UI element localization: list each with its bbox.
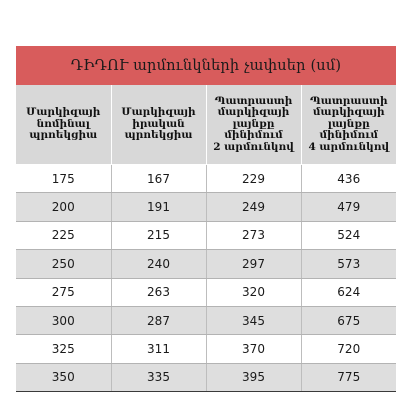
cell-min-width-4-arms: 524 bbox=[301, 221, 396, 249]
cell-min-width-2-arms: 273 bbox=[206, 221, 301, 249]
cell-min-width-2-arms: 249 bbox=[206, 193, 301, 221]
cell-real-projection: 240 bbox=[111, 250, 206, 278]
cell-min-width-2-arms: 395 bbox=[206, 363, 301, 391]
cell-min-width-2-arms: 370 bbox=[206, 335, 301, 363]
cell-nominal-projection: 350 bbox=[16, 363, 111, 391]
cell-real-projection: 287 bbox=[111, 306, 206, 334]
cell-nominal-projection: 325 bbox=[16, 335, 111, 363]
cell-min-width-4-arms: 775 bbox=[301, 363, 396, 391]
cell-min-width-4-arms: 675 bbox=[301, 306, 396, 334]
size-table bbox=[16, 85, 396, 392]
cell-nominal-projection: 225 bbox=[16, 221, 111, 249]
header-nominal-projection: Մարկիզայի նոմինալ պրոեկցիա bbox=[16, 85, 111, 165]
table-row bbox=[16, 165, 396, 193]
cell-min-width-2-arms: 297 bbox=[206, 250, 301, 278]
cell-real-projection: 263 bbox=[111, 278, 206, 306]
cell-min-width-4-arms: 624 bbox=[301, 278, 396, 306]
cell-nominal-projection: 300 bbox=[16, 306, 111, 334]
cell-nominal-projection: 275 bbox=[16, 278, 111, 306]
header-real-projection: Մարկիզայի իրական պրոեկցիա bbox=[111, 85, 206, 165]
table-title: ԴԻԴՈՒ արմունկների չափսեր (սմ) bbox=[16, 46, 396, 85]
cell-min-width-2-arms: 345 bbox=[206, 306, 301, 334]
cell-min-width-4-arms: 720 bbox=[301, 335, 396, 363]
cell-real-projection: 167 bbox=[111, 165, 206, 193]
table-row bbox=[16, 335, 396, 363]
table-row bbox=[16, 363, 396, 391]
cell-real-projection: 311 bbox=[111, 335, 206, 363]
cell-nominal-projection: 250 bbox=[16, 250, 111, 278]
header-min-width-2-arms: Պատրաստի մարկիզայի լայնքը մինիմում 2 արմունկով bbox=[206, 85, 301, 165]
cell-min-width-2-arms: 229 bbox=[206, 165, 301, 193]
size-table-container bbox=[16, 46, 396, 392]
cell-real-projection: 335 bbox=[111, 363, 206, 391]
table-row bbox=[16, 221, 396, 249]
cell-min-width-4-arms: 573 bbox=[301, 250, 396, 278]
table-row bbox=[16, 278, 396, 306]
cell-min-width-4-arms: 436 bbox=[301, 165, 396, 193]
table-row bbox=[16, 306, 396, 334]
cell-min-width-4-arms: 479 bbox=[301, 193, 396, 221]
table-row bbox=[16, 250, 396, 278]
cell-real-projection: 191 bbox=[111, 193, 206, 221]
cell-real-projection: 215 bbox=[111, 221, 206, 249]
cell-min-width-2-arms: 320 bbox=[206, 278, 301, 306]
cell-nominal-projection: 175 bbox=[16, 165, 111, 193]
cell-nominal-projection: 200 bbox=[16, 193, 111, 221]
header-row bbox=[16, 85, 396, 165]
header-min-width-4-arms: Պատրաստի մարկիզայի լայնքը մինիմում 4 արմունկով bbox=[301, 85, 396, 165]
table-row bbox=[16, 193, 396, 221]
